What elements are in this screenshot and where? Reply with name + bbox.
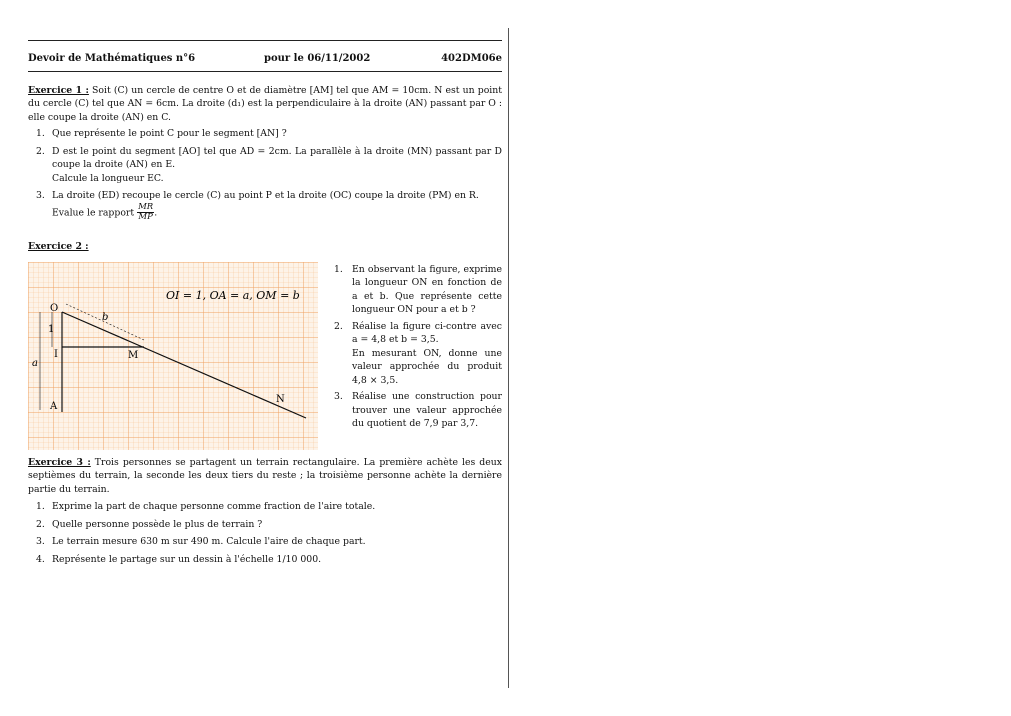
exercise-3 xyxy=(28,456,502,570)
label-A: A xyxy=(50,401,58,412)
figure-formula: OI = 1, OA = a, OM = b xyxy=(166,289,300,302)
exercise-3-questions xyxy=(28,500,502,566)
header-code: 402DM06e xyxy=(441,53,502,64)
exercise-2-title: Exercice 2 : xyxy=(28,241,89,252)
exercise-1-title: Exercice 1 : xyxy=(28,85,89,96)
list-item: 3. La droite (ED) recoupe le cercle (C) au point P et la droite (OC) coupe la droite (PM) en R. Evalue le rapport $\frac{MR}{MP}$ . xyxy=(36,190,479,223)
exam-page xyxy=(28,0,502,716)
list-item: 2. D est le point du segment [AO] tel que AD = 2cm. La parallèle à la droite (MN) passant par D coupe la droite (AN) en E. Calcule la longueur EC. xyxy=(36,145,502,184)
exercise-1 xyxy=(28,84,502,226)
header-rule-bottom xyxy=(28,71,502,72)
label-I: I xyxy=(54,349,58,360)
list-item: 1. Que représente le point C pour le segment [AN] ? xyxy=(36,128,287,140)
header-date: pour le 06/11/2002 xyxy=(264,53,371,64)
label-one: 1 xyxy=(48,324,55,335)
label-O: O xyxy=(50,303,59,314)
exercise-3-title: Exercice 3 : xyxy=(28,457,91,468)
exercise-3-intro: Trois personnes se partagent un terrain rectangulaire. La première achète les deux septièmes du terrain, la seconde les deux tiers du reste ; la troisième personne achète la dernière partie du terrain. xyxy=(28,457,502,495)
label-N: N xyxy=(276,394,285,405)
list-item: 3. Réalise une construction pour trouver une valeur approchée du quotient de 7,9 par 3,7. xyxy=(334,391,502,430)
label-b: b xyxy=(102,312,109,323)
header-rule-top xyxy=(28,40,502,41)
ratio-fraction: $\frac{MR}{MP}$ xyxy=(138,201,154,223)
graph-paper-figure xyxy=(28,262,318,450)
exercise-1-questions xyxy=(28,127,502,222)
list-item: 3. Le terrain mesure 630 m sur 490 m. Calcule l'aire de chaque part. xyxy=(36,536,366,548)
label-a: a xyxy=(32,358,38,369)
list-item: 1. Exprime la part de chaque personne comme fraction de l'aire totale. xyxy=(36,501,376,513)
list-item: 4. Représente le partage sur un dessin à l'échelle 1/10 000. xyxy=(36,553,322,565)
header-title: Devoir de Mathématiques n°6 xyxy=(28,53,196,64)
exercise-2-questions xyxy=(332,263,502,434)
list-item: 1. En observant la figure, exprime la longueur ON en fonction de a et b. Que représente cette longueur ON pour a et b ? xyxy=(334,264,502,316)
exercise-2-heading xyxy=(28,240,502,253)
list-item: 2. Réalise la figure ci-contre avec a = 4,8 et b = 3,5. En mesurant ON, donne une valeur approchée du produit 4,8 × 3,5. xyxy=(334,320,502,386)
list-item: 2. Quelle personne possède le plus de terrain ? xyxy=(36,518,263,530)
page-divider-line xyxy=(508,28,509,688)
label-M: M xyxy=(128,350,139,361)
exercise-1-intro: Soit (C) un cercle de centre O et de diamètre [AM] tel que AM = 10cm. N est un point du cercle (C) tel que AN = 6cm. La droite (d₁) est la perpendiculaire à la droite (AN) passant par O : elle coupe la droite (AN) en C. xyxy=(28,85,503,123)
